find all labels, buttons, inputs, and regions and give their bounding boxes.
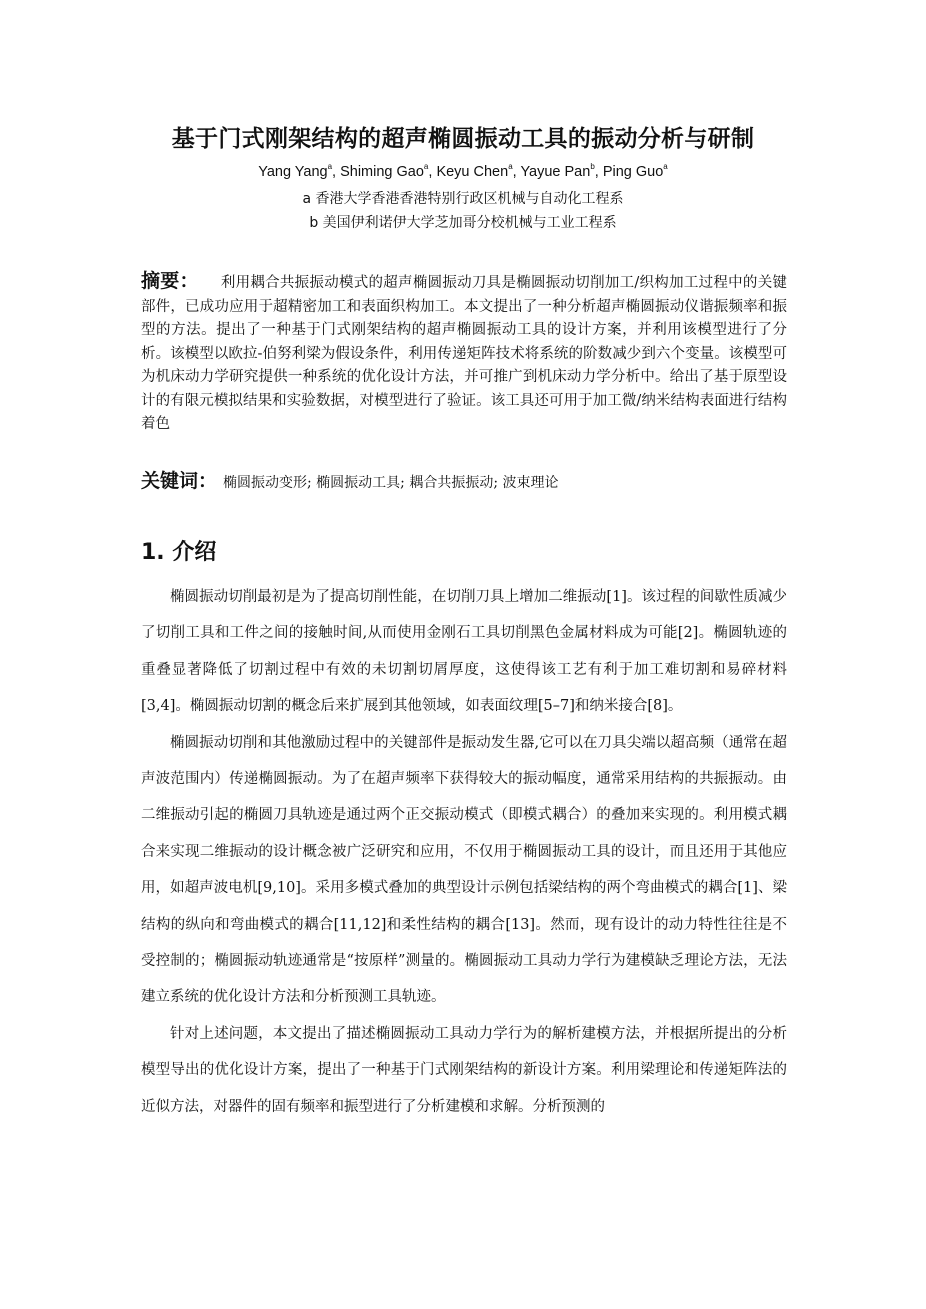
paragraph: 椭圆振动切削和其他激励过程中的关键部件是振动发生器,它可以在刀具尖端以超高频（通常在超声波范围内）传递椭圆振动。为了在超声频率下获得较大的振动幅度，通常采用结构的共振振动。由二维振动引起的椭圆刀具轨迹是通过两个正交振动模式（即模式耦合）的叠加来实现的。利用模式耦合来实现二维振动的设计概念被广泛研究和应用，不仅用于椭圆振动工具的设计，而且还用于其他应用，如超声波电机[9,10]。采用多模式叠加的典型设计示例包括梁结构的两个弯曲模式的耦合[1]、梁结构的纵向和弯曲模式的耦合[11,12]和柔性结构的耦合[13]。然而，现有设计的动力特性往往是不受控制的；椭圆振动轨迹通常是“按原样”测量的。椭圆振动工具动力学行为建模缺乏理论方法，无法建立系统的优化设计方法和分析预测工具轨迹。 xyxy=(141,734,787,1006)
author-name: Shiming Gao xyxy=(340,163,424,180)
author-affil-mark: a xyxy=(327,162,333,171)
author-list: Yang Yang$^a$, Shiming Gao$^a$, Keyu Chen$^a$, Yayue Pan$^b$, Ping Guo$^a$ xyxy=(258,162,668,180)
author-affil-mark: a xyxy=(508,162,513,171)
body-text xyxy=(141,579,787,1125)
paragraph: 椭圆振动切削最初是为了提高切削性能，在切削刀具上增加二维振动[1]。该过程的间歇性质减少了切削工具和工件之间的接触时间,从而使用金刚石工具切削黑色金属材料成为可能[2]。椭圆轨迹的重叠显著降低了切割过程中有效的未切割切屑厚度，这使得该工艺有利于加工难切割和易碎材料[3,4]。椭圆振动切割的概念后来扩展到其他领域，如表面纹理[5–7]和纳米接合[8]。 xyxy=(141,589,787,715)
paragraph: 针对上述问题，本文提出了描述椭圆振动工具动力学行为的解析建模方法，并根据所提出的分析模型导出的优化设计方案，提出了一种基于门式刚架结构的新设计方案。利用梁理论和传递矩阵法的近似方法，对器件的固有频率和振型进行了分析建模和求解。分析预测的 xyxy=(141,1025,787,1115)
keywords xyxy=(141,466,787,493)
abstract xyxy=(141,270,787,437)
author-affil-mark: a xyxy=(423,162,429,171)
author-name: Yang Yang xyxy=(258,163,328,180)
affiliation-a: a 香港大学香港香港特别行政区机械与自动化工程系 xyxy=(302,191,624,207)
author-name: Keyu Chen xyxy=(436,163,509,180)
author-affil-mark: a xyxy=(663,162,668,171)
paper-title: 基于门式刚架结构的超声椭圆振动工具的振动分析与研制 xyxy=(171,126,755,152)
affiliation-b: b 美国伊利诺伊大学芝加哥分校机械与工业工程系 xyxy=(309,215,617,231)
section-heading: 1. 介绍 xyxy=(141,540,217,565)
author-name: Yayue Pan xyxy=(520,163,591,180)
abstract-text: 利用耦合共振振动模式的超声椭圆振动刀具是椭圆振动切削加工/织构加工过程中的关键部件，已成功应用于超精密加工和表面织构加工。本文提出了一种分析超声椭圆振动仪谐振频率和振型的方法。提出了一种基于门式刚架结构的超声椭圆振动工具的设计方案，并利用该模型进行了分析。该模型以欧拉-伯努利梁为假设条件，利用传递矩阵技术将系统的阶数减少到六个变量。该模型可为机床动力学研究提供一种系统的优化设计方法，并可推广到机床动力学分析中。给出了基于原型设计的有限元模拟结果和实验数据，对模型进行了验证。该工具还可用于加工微/纳米结构表面进行结构着色 xyxy=(141,275,787,432)
author-name: Ping Guo xyxy=(602,163,664,180)
keywords-text: 椭圆振动变形; 椭圆振动工具; 耦合共振振动; 波束理论 xyxy=(223,475,559,491)
keywords-label: 关键词： xyxy=(141,470,218,492)
abstract-label: 摘要： xyxy=(141,270,199,292)
author-affil-mark: b xyxy=(590,162,595,171)
